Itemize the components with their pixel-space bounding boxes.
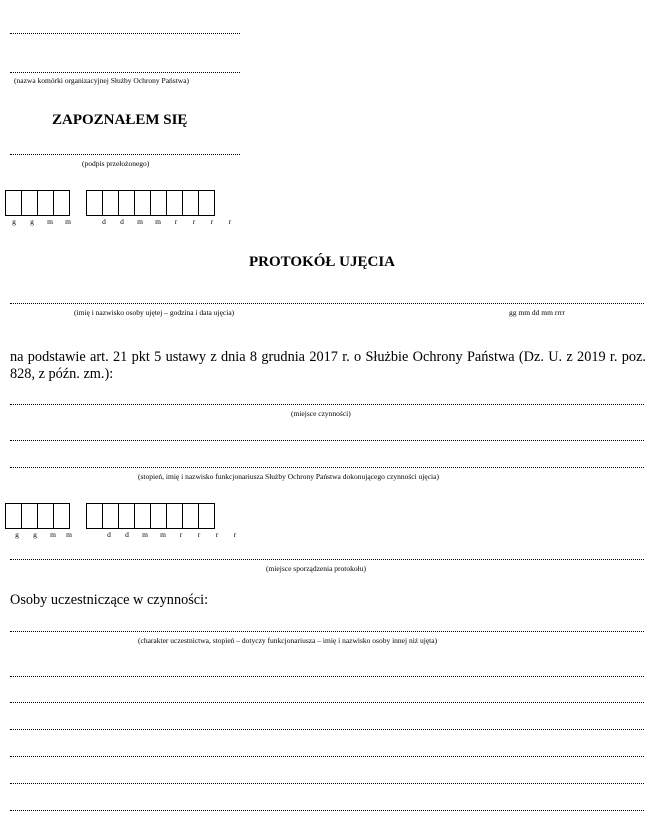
date-box[interactable] [166,503,183,529]
date-label: g [33,530,37,539]
date-boxes-bottom [5,503,214,529]
date-box[interactable] [198,503,215,529]
date-box[interactable] [182,190,199,216]
date-label: m [66,530,72,539]
participant-line[interactable] [10,810,644,811]
date-box[interactable] [37,503,54,529]
date-box[interactable] [150,503,167,529]
participant-line[interactable] [10,729,644,730]
date-box[interactable] [102,190,119,216]
person-caption: (imię i nazwisko osoby ujętej – godzina i data ujęcia) [74,308,235,317]
date-label: m [160,530,166,539]
date-box[interactable] [86,190,103,216]
date-label: r [228,217,232,226]
date-box[interactable] [102,503,119,529]
report-place-line[interactable] [10,559,644,560]
protocol-title: PROTOKÓŁ UJĘCIA [249,254,395,270]
participant-line[interactable] [10,676,644,677]
date-box[interactable] [53,190,70,216]
date-box[interactable] [134,503,151,529]
participant-line[interactable] [10,756,644,757]
date-box[interactable] [21,503,38,529]
date-label: m [65,217,71,226]
date-label: r [233,530,237,539]
date-box[interactable] [21,190,38,216]
participants-heading: Osoby uczestniczące w czynności: [10,592,209,608]
date-box[interactable] [5,503,22,529]
date-label: d [102,217,106,226]
date-label: d [120,217,124,226]
officer-caption: (stopień, imię i nazwisko funkcjonariusza Służby Ochrony Państwa dokonującego czynności ujęcia) [138,472,439,481]
date-label: g [15,530,19,539]
date-label: g [30,217,34,226]
date-label: r [210,217,214,226]
unit-line-1[interactable] [10,33,240,34]
date-label: r [192,217,196,226]
date-box[interactable] [118,190,135,216]
date-label: m [50,530,56,539]
date-label: d [107,530,111,539]
date-label: m [142,530,148,539]
officer-line-1[interactable] [10,440,644,441]
date-label: g [12,217,16,226]
date-box[interactable] [134,190,151,216]
date-box[interactable] [37,190,54,216]
date-boxes-top [5,190,214,216]
date-label: m [137,217,143,226]
participant-line[interactable] [10,783,644,784]
unit-line-2[interactable] [10,72,240,73]
person-date-caption: gg mm dd mm rrrr [509,308,565,317]
date-box[interactable] [198,190,215,216]
place-line[interactable] [10,404,644,405]
date-label: d [125,530,129,539]
participant-line[interactable] [10,702,644,703]
participants-caption: (charakter uczestnictwa, stopień – dotyczy funkcjonariusza – imię i nazwisko osoby innej niż ujęta) [138,636,438,645]
date-box[interactable] [118,503,135,529]
date-box[interactable] [86,503,103,529]
date-box[interactable] [150,190,167,216]
date-box[interactable] [166,190,183,216]
report-place-caption: (miejsce sporządzenia protokołu) [266,564,366,573]
supervisor-caption: (podpis przełożonego) [82,159,150,168]
date-label: r [197,530,201,539]
place-caption: (miejsce czynności) [291,409,351,418]
officer-line-2[interactable] [10,467,644,468]
person-line[interactable] [10,303,644,304]
date-box[interactable] [5,190,22,216]
date-label: r [215,530,219,539]
date-label: m [155,217,161,226]
unit-caption: (nazwa komórki organizacyjnej Służby Ochrony Państwa) [14,76,190,85]
date-label: m [47,217,53,226]
date-box[interactable] [182,503,199,529]
ack-title: ZAPOZNAŁEM SIĘ [52,112,188,128]
supervisor-signature-line[interactable] [10,154,240,155]
date-box[interactable] [53,503,70,529]
participant-line[interactable] [10,631,644,632]
date-label: r [174,217,178,226]
legal-basis: na podstawie art. 21 pkt 5 ustawy z dnia 8 grudnia 2017 r. o Służbie Ochrony Państwa (Dz. U. z 2019 r. poz. 828, z późn. zm.): [10,349,646,382]
date-label: r [179,530,183,539]
